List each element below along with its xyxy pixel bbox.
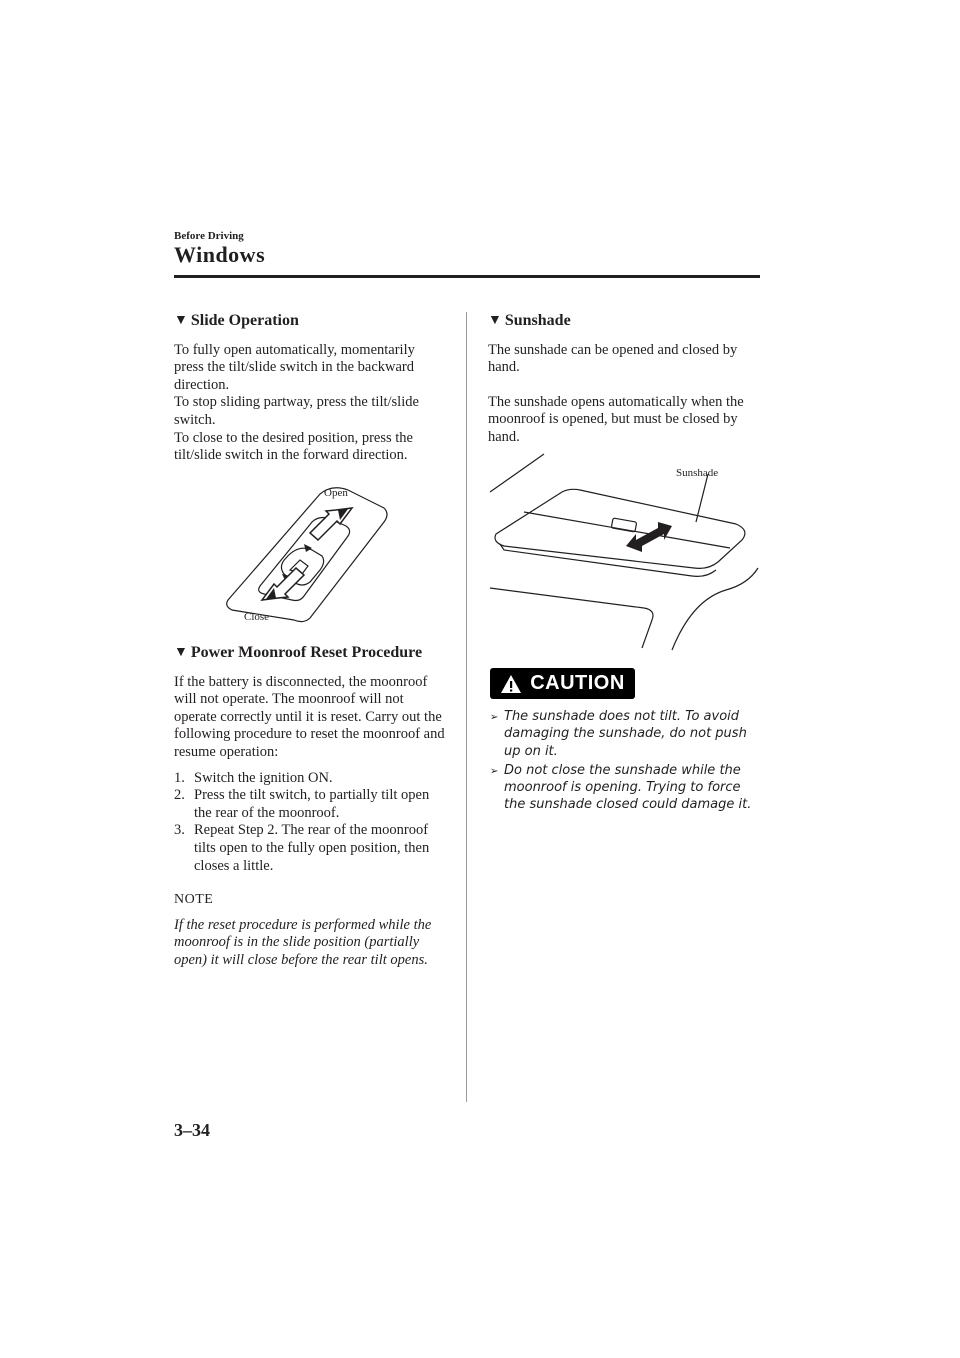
tilt-arrow-icon: [304, 544, 312, 552]
list-item: ➢ Do not close the sunshade while the moonroof is opening. Trying to force the sunshade closed could damage it.: [490, 762, 752, 813]
close-label: Close: [244, 611, 270, 623]
tilt-slide-switch-figure: [220, 478, 400, 628]
section-label: Before Driving: [174, 230, 244, 242]
bullet-arrow-icon: ➢: [490, 712, 499, 723]
sunshade-handle: [611, 518, 636, 532]
caution-badge: CAUTION: [490, 668, 635, 699]
slide-paragraph: To stop sliding partway, press the tilt/slide switch.: [174, 394, 419, 428]
list-item: 2. Press the tilt switch, to partially tilt open the rear of the moonroof.: [174, 787, 430, 821]
page-number: 3–34: [174, 1120, 210, 1140]
sunshade-section: [488, 312, 760, 447]
reset-intro: If the battery is disconnected, the moonroof will not operate. The moonroof will not operate correctly until it is reset. Carry out the following procedure to reset the moonroof and resume operation:: [174, 673, 445, 760]
reset-steps: [174, 770, 446, 876]
note-title: NOTE: [174, 892, 214, 908]
header-rule: [174, 275, 760, 278]
column-divider: [466, 312, 467, 1102]
open-arrow-icon: [310, 508, 352, 540]
headliner-corner: [642, 608, 653, 648]
slide-operation-heading: ▼ Slide Operation: [174, 312, 299, 329]
sunshade-paragraph: The sunshade opens automatically when the moonroof is opened, but must be closed by hand.: [488, 393, 744, 445]
triangle-bullet-icon: ▼: [174, 645, 188, 660]
roof-edge-line: [490, 454, 544, 492]
pillar-edge: [672, 568, 758, 650]
chapter-title: Windows: [174, 242, 266, 267]
list-item: ➢ The sunshade does not tilt. To avoid damaging the sunshade, do not push up on it.: [490, 709, 747, 759]
headliner-edge: [490, 588, 644, 608]
warning-icon: [500, 674, 522, 694]
sunshade-paragraph: The sunshade can be opened and closed by hand.: [488, 341, 738, 376]
bullet-arrow-icon: ➢: [490, 765, 499, 777]
slide-operation-section: [174, 312, 446, 465]
list-item: 3. Repeat Step 2. The rear of the moonroof tilts open to the fully open position, then closes a little.: [174, 822, 430, 874]
switch-panel-outline: [227, 488, 387, 622]
note-text: If the reset procedure is performed while the moonroof is in the slide position (partially open) it will close before the rear tilt opens.: [174, 916, 432, 968]
open-label: Open: [324, 487, 348, 499]
slide-paragraph: To close to the desired position, press the tilt/slide switch in the forward direction.: [174, 429, 413, 464]
caution-list: [490, 708, 765, 816]
list-item: 1. Switch the ignition ON.: [174, 769, 333, 786]
reset-procedure-heading: ▼ Power Moonroof Reset Procedure: [174, 644, 423, 661]
slide-paragraph: To fully open automatically, momentarily press the tilt/slide switch in the backward direction.: [174, 341, 415, 393]
sunshade-leader-line: [696, 474, 708, 522]
triangle-bullet-icon: ▼: [174, 313, 188, 328]
reset-procedure-section: [174, 644, 446, 970]
sunshade-figure: [486, 450, 766, 662]
sunshade-heading: ▼ Sunshade: [488, 312, 571, 329]
triangle-bullet-icon: ▼: [488, 313, 502, 328]
sunshade-label: Sunshade: [676, 467, 719, 479]
slide-arrow-icon: [626, 522, 672, 552]
